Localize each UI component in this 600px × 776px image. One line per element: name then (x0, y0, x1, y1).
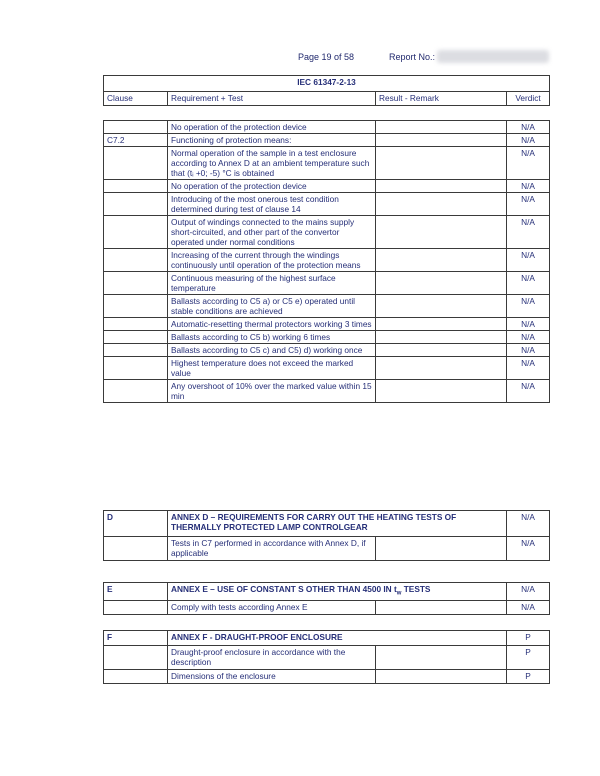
verdict: N/A (507, 295, 550, 318)
column-header-verdict: Verdict (507, 92, 550, 106)
requirement-text: Comply with tests according Annex E (168, 600, 376, 614)
requirement-text: Dimensions of the enclosure (168, 670, 376, 684)
requirement-text: Tests in C7 performed in accordance with Annex D, if applicable (168, 537, 376, 561)
section-c-table (103, 120, 550, 403)
report-number-label: Report No.: (389, 52, 436, 62)
annex-f-verdict: P (507, 631, 550, 646)
requirement-text: Any overshoot of 10% over the marked value within 15 min (168, 380, 376, 403)
result-remark (376, 295, 507, 318)
annex-e-title: ANNEX E – USE OF CONSTANT S OTHER THAN 4500 IN $t_w$ TESTS (168, 583, 507, 601)
result-remark (376, 318, 507, 331)
requirement-text: Draught-proof enclosure in accordance with the description (168, 646, 376, 670)
annex-e-verdict: N/A (507, 583, 550, 601)
table-row (104, 121, 550, 134)
annex-f-table (103, 630, 550, 684)
result-remark (376, 147, 507, 180)
table-row (104, 216, 550, 249)
page-number: Page 19 of 58 (298, 52, 355, 62)
result-remark (376, 216, 507, 249)
clause-cell (104, 357, 168, 380)
requirement-text: Ballasts according to C5 a) or C5 e) operated until stable conditions are achieved (168, 295, 376, 318)
verdict: N/A (507, 380, 550, 403)
verdict: N/A (507, 193, 550, 216)
clause-cell (104, 318, 168, 331)
annex-f-clause: F (104, 631, 168, 646)
annex-d-verdict: N/A (507, 511, 550, 537)
verdict: N/A (507, 134, 550, 147)
column-header-requirement: Requirement + Test (168, 92, 376, 106)
clause-cell (104, 295, 168, 318)
verdict: N/A (507, 318, 550, 331)
column-header-result: Result - Remark (376, 92, 507, 106)
result-remark (376, 646, 507, 670)
requirement-text: Functioning of protection means: (168, 134, 376, 147)
table-row (104, 180, 550, 193)
result-remark (376, 121, 507, 134)
requirement-text: No operation of the protection device (168, 180, 376, 193)
table-row (104, 670, 550, 684)
table-row (104, 318, 550, 331)
verdict: N/A (507, 600, 550, 614)
verdict: N/A (507, 357, 550, 380)
result-remark (376, 600, 507, 614)
result-remark (376, 249, 507, 272)
table-row (104, 646, 550, 670)
standard-header-table (103, 75, 550, 106)
table-row (104, 147, 550, 180)
annex-d-clause: D (104, 511, 168, 537)
table-row (104, 600, 550, 614)
table-row (104, 344, 550, 357)
annex-d-title: ANNEX D – REQUIREMENTS FOR CARRY OUT THE HEATING TESTS OF THERMALLY PROTECTED LAMP CONTROLGEAR (168, 511, 507, 537)
result-remark (376, 380, 507, 403)
verdict: N/A (507, 216, 550, 249)
table-row (104, 380, 550, 403)
clause-cell (104, 344, 168, 357)
table-row (104, 193, 550, 216)
requirement-text: Normal operation of the sample in a test enclosure according to Annex D at an ambient temperature such that (tᵢ +0; -5) °C is obtained (168, 147, 376, 180)
annex-e-clause: E (104, 583, 168, 601)
requirement-text: Ballasts according to C5 c) and C5) d) working once (168, 344, 376, 357)
requirement-text: Ballasts according to C5 b) working 6 times (168, 331, 376, 344)
requirement-text: Automatic-resetting thermal protectors working 3 times (168, 318, 376, 331)
clause-cell (104, 147, 168, 180)
verdict: N/A (507, 249, 550, 272)
result-remark (376, 272, 507, 295)
result-remark (376, 180, 507, 193)
result-remark (376, 357, 507, 380)
verdict: N/A (507, 272, 550, 295)
requirement-text: Increasing of the current through the windings continuously until operation of the protection means (168, 249, 376, 272)
clause-cell: C7.2 (104, 134, 168, 147)
table-row (104, 249, 550, 272)
annex-d-table (103, 510, 550, 561)
clause-cell (104, 121, 168, 134)
result-remark (376, 193, 507, 216)
verdict: P (507, 670, 550, 684)
result-remark (376, 670, 507, 684)
annex-e-table (103, 582, 550, 615)
verdict: N/A (507, 121, 550, 134)
clause-cell (104, 272, 168, 295)
verdict: N/A (507, 537, 550, 561)
requirement-text: Output of windings connected to the mains supply short-circuited, and other part of the convertor operated under normal conditions (168, 216, 376, 249)
clause-cell (104, 249, 168, 272)
page-header (0, 52, 600, 66)
verdict: N/A (507, 147, 550, 180)
result-remark (376, 537, 507, 561)
table-row (104, 331, 550, 344)
standard-title: IEC 61347-2-13 (104, 76, 550, 92)
requirement-text: Continuous measuring of the highest surface temperature (168, 272, 376, 295)
table-row (104, 357, 550, 380)
clause-cell (104, 180, 168, 193)
table-row (104, 134, 550, 147)
result-remark (376, 331, 507, 344)
clause-cell (104, 193, 168, 216)
verdict: N/A (507, 180, 550, 193)
verdict: P (507, 646, 550, 670)
verdict: N/A (507, 344, 550, 357)
result-remark (376, 344, 507, 357)
clause-cell (104, 331, 168, 344)
annex-f-title: ANNEX F - DRAUGHT-PROOF ENCLOSURE (168, 631, 507, 646)
redacted-report-number (437, 50, 549, 63)
requirement-text: Introducing of the most onerous test condition determined during test of clause 14 (168, 193, 376, 216)
result-remark (376, 134, 507, 147)
table-row (104, 272, 550, 295)
column-header-clause: Clause (104, 92, 168, 106)
clause-cell (104, 216, 168, 249)
requirement-text: Highest temperature does not exceed the marked value (168, 357, 376, 380)
requirement-text: No operation of the protection device (168, 121, 376, 134)
clause-cell (104, 380, 168, 403)
table-row (104, 537, 550, 561)
table-row (104, 295, 550, 318)
verdict: N/A (507, 331, 550, 344)
